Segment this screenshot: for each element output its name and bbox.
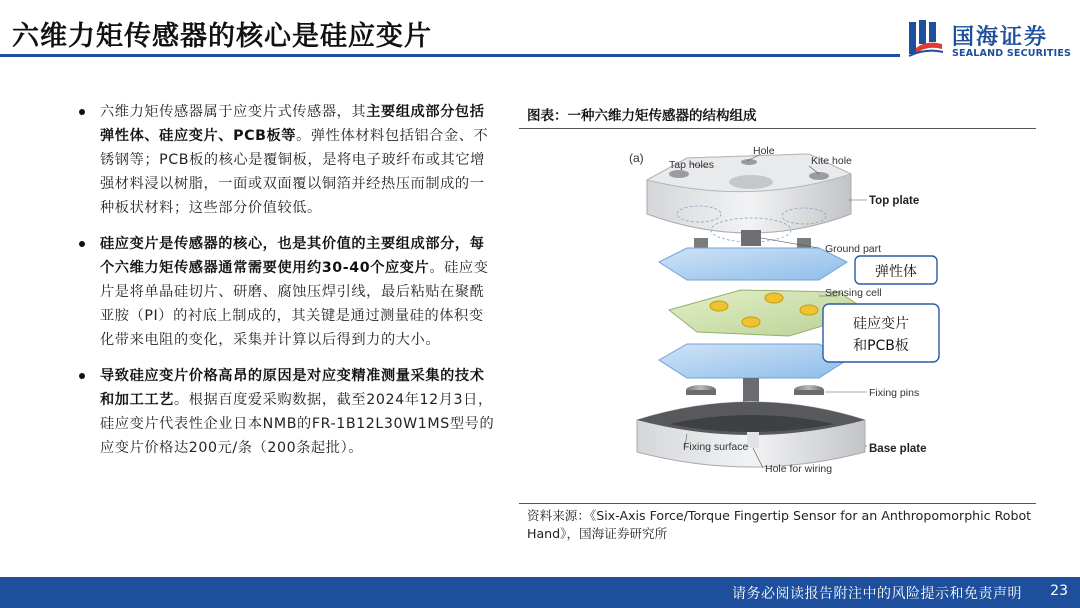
figure-title: 图表：一种六维力矩传感器的结构组成 <box>527 108 757 124</box>
bullet-item <box>78 100 498 220</box>
label-hole-for-wiring: Hole for wiring <box>765 463 833 475</box>
callout-elastic <box>855 256 937 284</box>
logo-text-cn: 国海证券 <box>952 25 1049 50</box>
figure-top-rule <box>519 128 1036 129</box>
sealand-logo-icon <box>908 18 944 58</box>
figure-bottom-rule <box>519 503 1036 504</box>
footer-bar <box>0 577 1080 608</box>
panel-label: (a) <box>629 151 644 165</box>
footer-disclaimer: 请务必阅读报告附注中的风险提示和免责声明 <box>732 586 1022 602</box>
label-tap-holes: Tap holes <box>669 159 714 171</box>
bullet-bold-text: 导致硅应变片价格高昂的原因是对应变精准测量采集的技术和加工工艺 <box>100 368 485 408</box>
logo-text-en: SEALAND SECURITIES <box>952 48 1072 59</box>
page-title: 六维力矩传感器的核心是硅应变片 <box>12 21 432 52</box>
header-divider <box>0 54 900 57</box>
label-sensing-cell: Sensing cell <box>825 287 882 299</box>
page-number: 23 <box>1050 583 1068 599</box>
bullet-item <box>78 364 498 460</box>
callout-elastic-text: 弹性体 <box>875 264 917 280</box>
bullet-bold-text: 硅应变片是传感器的核心，也是其价值的主要组成部分，每个六维力矩传感器通常需要使用约30-40个应变片 <box>100 236 485 276</box>
callout-strain-line2: 和PCB板 <box>853 338 909 354</box>
bullet-bold-text: 主要组成部分包括弹性体、硅应变片、PCB板等 <box>100 104 485 144</box>
label-fixing-surface: Fixing surface <box>683 441 749 453</box>
label-fixing-pins: Fixing pins <box>869 387 920 399</box>
label-base-plate: Base plate <box>869 443 927 455</box>
bullet-item <box>78 232 498 352</box>
figure-source: 资料来源：《Six-Axis Force/Torque Fingertip Sensor for an Anthropomorphic Robot Hand》，国海证券研究所 <box>527 508 1032 541</box>
ground-part <box>694 230 811 248</box>
sensor-structure-diagram <box>519 134 1036 500</box>
bullet-text: 。弹性体材料包括铝合金、不锈钢等；PCB板的核心是覆铜板，是将电子玻纤布或其它增强材料浸以树脂，一面或双面覆以铜箔并经热压而制成的一种板状材料；这些部分价值较低。 <box>100 128 489 216</box>
label-kite-hole: Kite hole <box>811 155 852 167</box>
elastic-body-bottom <box>659 344 847 378</box>
bullet-text: 。根据百度爱采购数据，截至2024年12月3日，硅应变片代表性企业日本NMB的FR-1B12L30W1MS型号的应变片价格达200元/条（200条起批）。 <box>100 392 495 456</box>
label-ground-part: Ground part <box>825 243 882 255</box>
callout-strain-line1: 硅应变片 <box>853 316 909 332</box>
base-plate-part <box>637 402 865 467</box>
elastic-body-top <box>659 248 847 280</box>
company-logo <box>908 18 1078 62</box>
bullet-text: 。硅应变片是将单晶硅切片、研磨、腐蚀压焊引线，最后粘贴在聚酰亚胺（PI）的衬底上制成的，其关键是通过测量硅的体积变化带来电阻的变化，采集并计算以后得到力的大小。 <box>100 260 489 348</box>
label-hole: Hole <box>753 145 775 157</box>
label-top-plate: Top plate <box>869 195 920 207</box>
bullet-list <box>78 100 498 472</box>
callout-strain-gauge <box>823 304 939 362</box>
bullet-text: 六维力矩传感器属于应变片式传感器，其 <box>100 104 367 120</box>
